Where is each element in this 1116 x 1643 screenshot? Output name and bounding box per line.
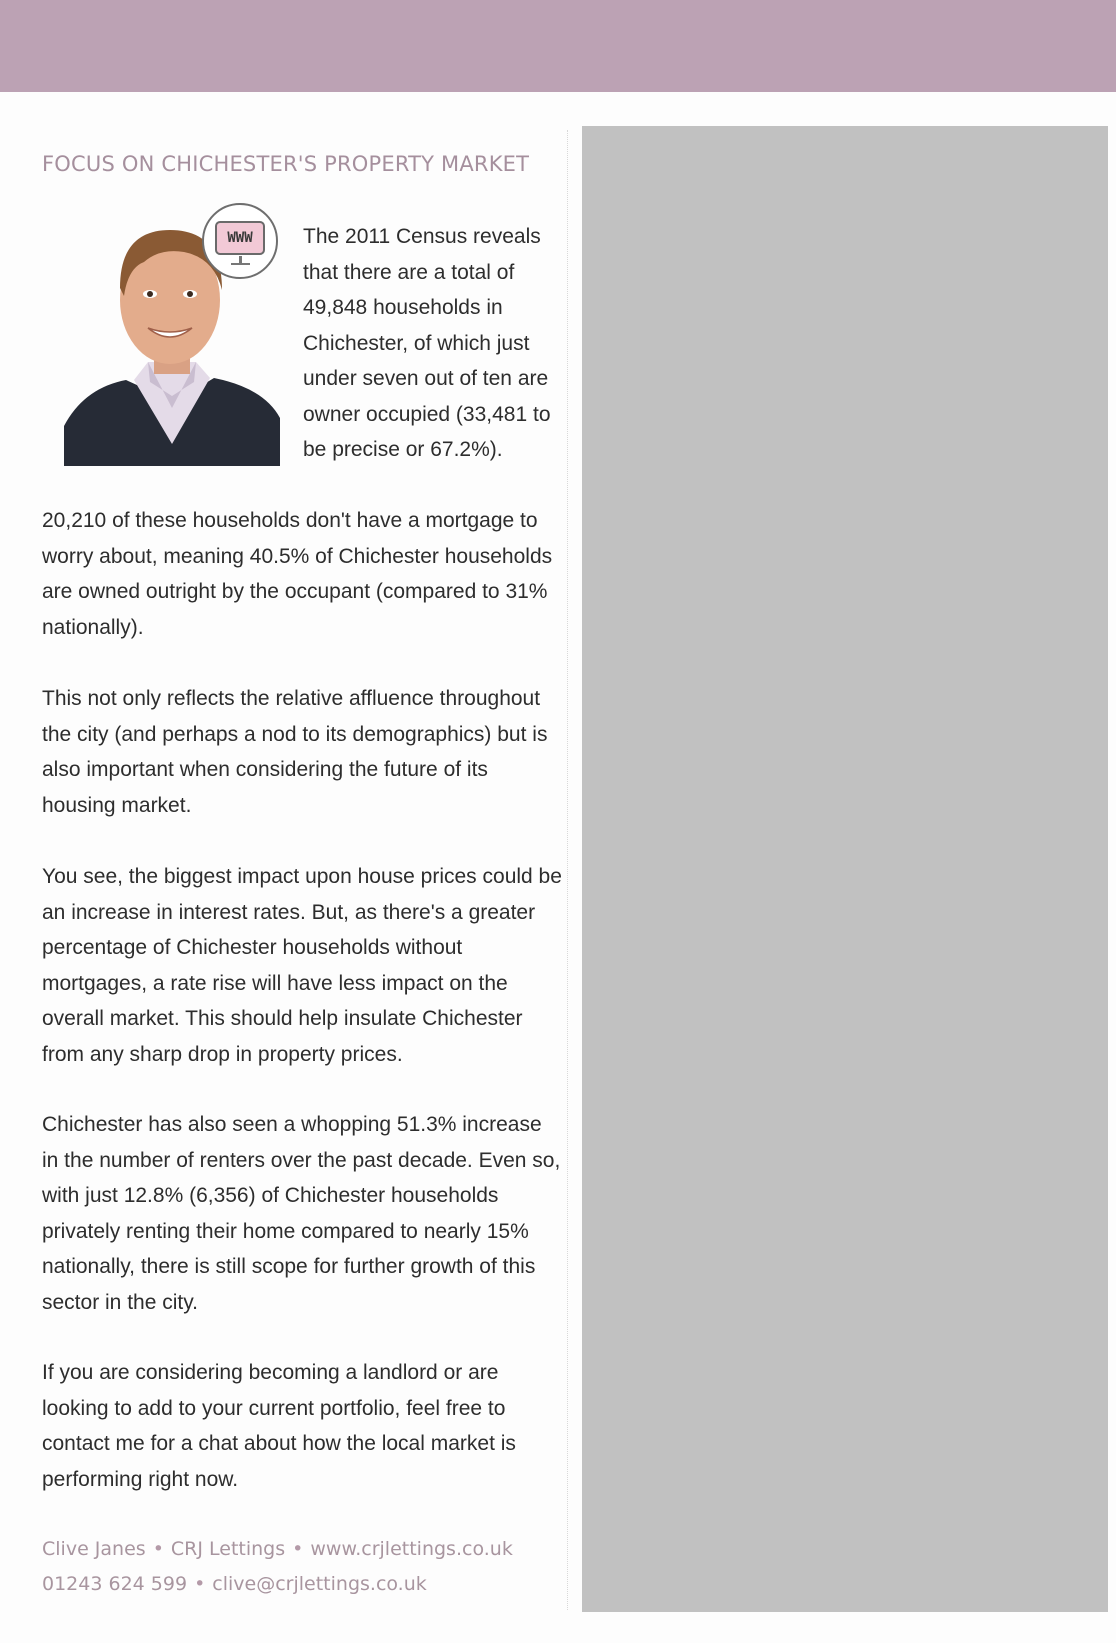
contact-website-link[interactable]: www.crjlettings.co.uk (310, 1538, 513, 1560)
monitor-screen: WWW (215, 221, 265, 255)
paragraph-mortgage: 20,210 of these households don't have a mortgage to worry about, meaning 40.5% of Chichester households are owned outright by the occupant (compared to 31% nationally). (42, 509, 553, 639)
contact-company: CRJ Lettings (170, 1538, 286, 1560)
separator-dot: • (292, 1538, 304, 1560)
contact-phone: 01243 624 599 (42, 1573, 188, 1595)
paragraph-renters: Chichester has also seen a whopping 51.3% increase in the number of renters over the past decade. Even so, with just 12.8% (6,356) of Chichester households privately renting their home compared to nearly 15% nationally, there is still scope for further growth of this sector in the city. (42, 1113, 561, 1314)
article-heading: FOCUS ON CHICHESTER'S PROPERTY MARKET (42, 152, 530, 176)
intro-paragraph: The 2011 Census reveals that there are a total of 49,848 households in Chichester, of which just under seven out of ten are owner occupied (33,481 to be precise or 67.2%). (303, 225, 551, 461)
top-banner (0, 0, 1116, 92)
image-placeholder-panel (582, 126, 1108, 1612)
paragraph-interest-rates: You see, the biggest impact upon house prices could be an increase in interest rates. But, as there's a greater percentage of Chichester households without mortgages, a rate rise will have less impact on the overall market. This should help insulate Chichester from any sharp drop in property prices. (42, 865, 562, 1066)
monitor-stand (239, 256, 242, 263)
paragraph-landlord: If you are considering becoming a landlord or are looking to add to your current portfolio, feel free to contact me for a chat about how the local market is performing right now. (42, 1361, 516, 1491)
contact-line-1 (42, 1538, 513, 1560)
paragraph-affluence: This not only reflects the relative affluence throughout the city (and perhaps a nod to its demographics) but is also important when considering the future of its housing market. (42, 687, 548, 817)
separator-dot: • (194, 1573, 206, 1595)
monitor-base (231, 263, 250, 265)
column-divider (567, 130, 568, 1610)
separator-dot: • (152, 1538, 164, 1560)
website-icon (202, 203, 278, 279)
contact-email-link[interactable]: clive@crjlettings.co.uk (212, 1573, 427, 1595)
contact-name: Clive Janes (42, 1538, 146, 1560)
contact-line-2 (42, 1573, 427, 1595)
